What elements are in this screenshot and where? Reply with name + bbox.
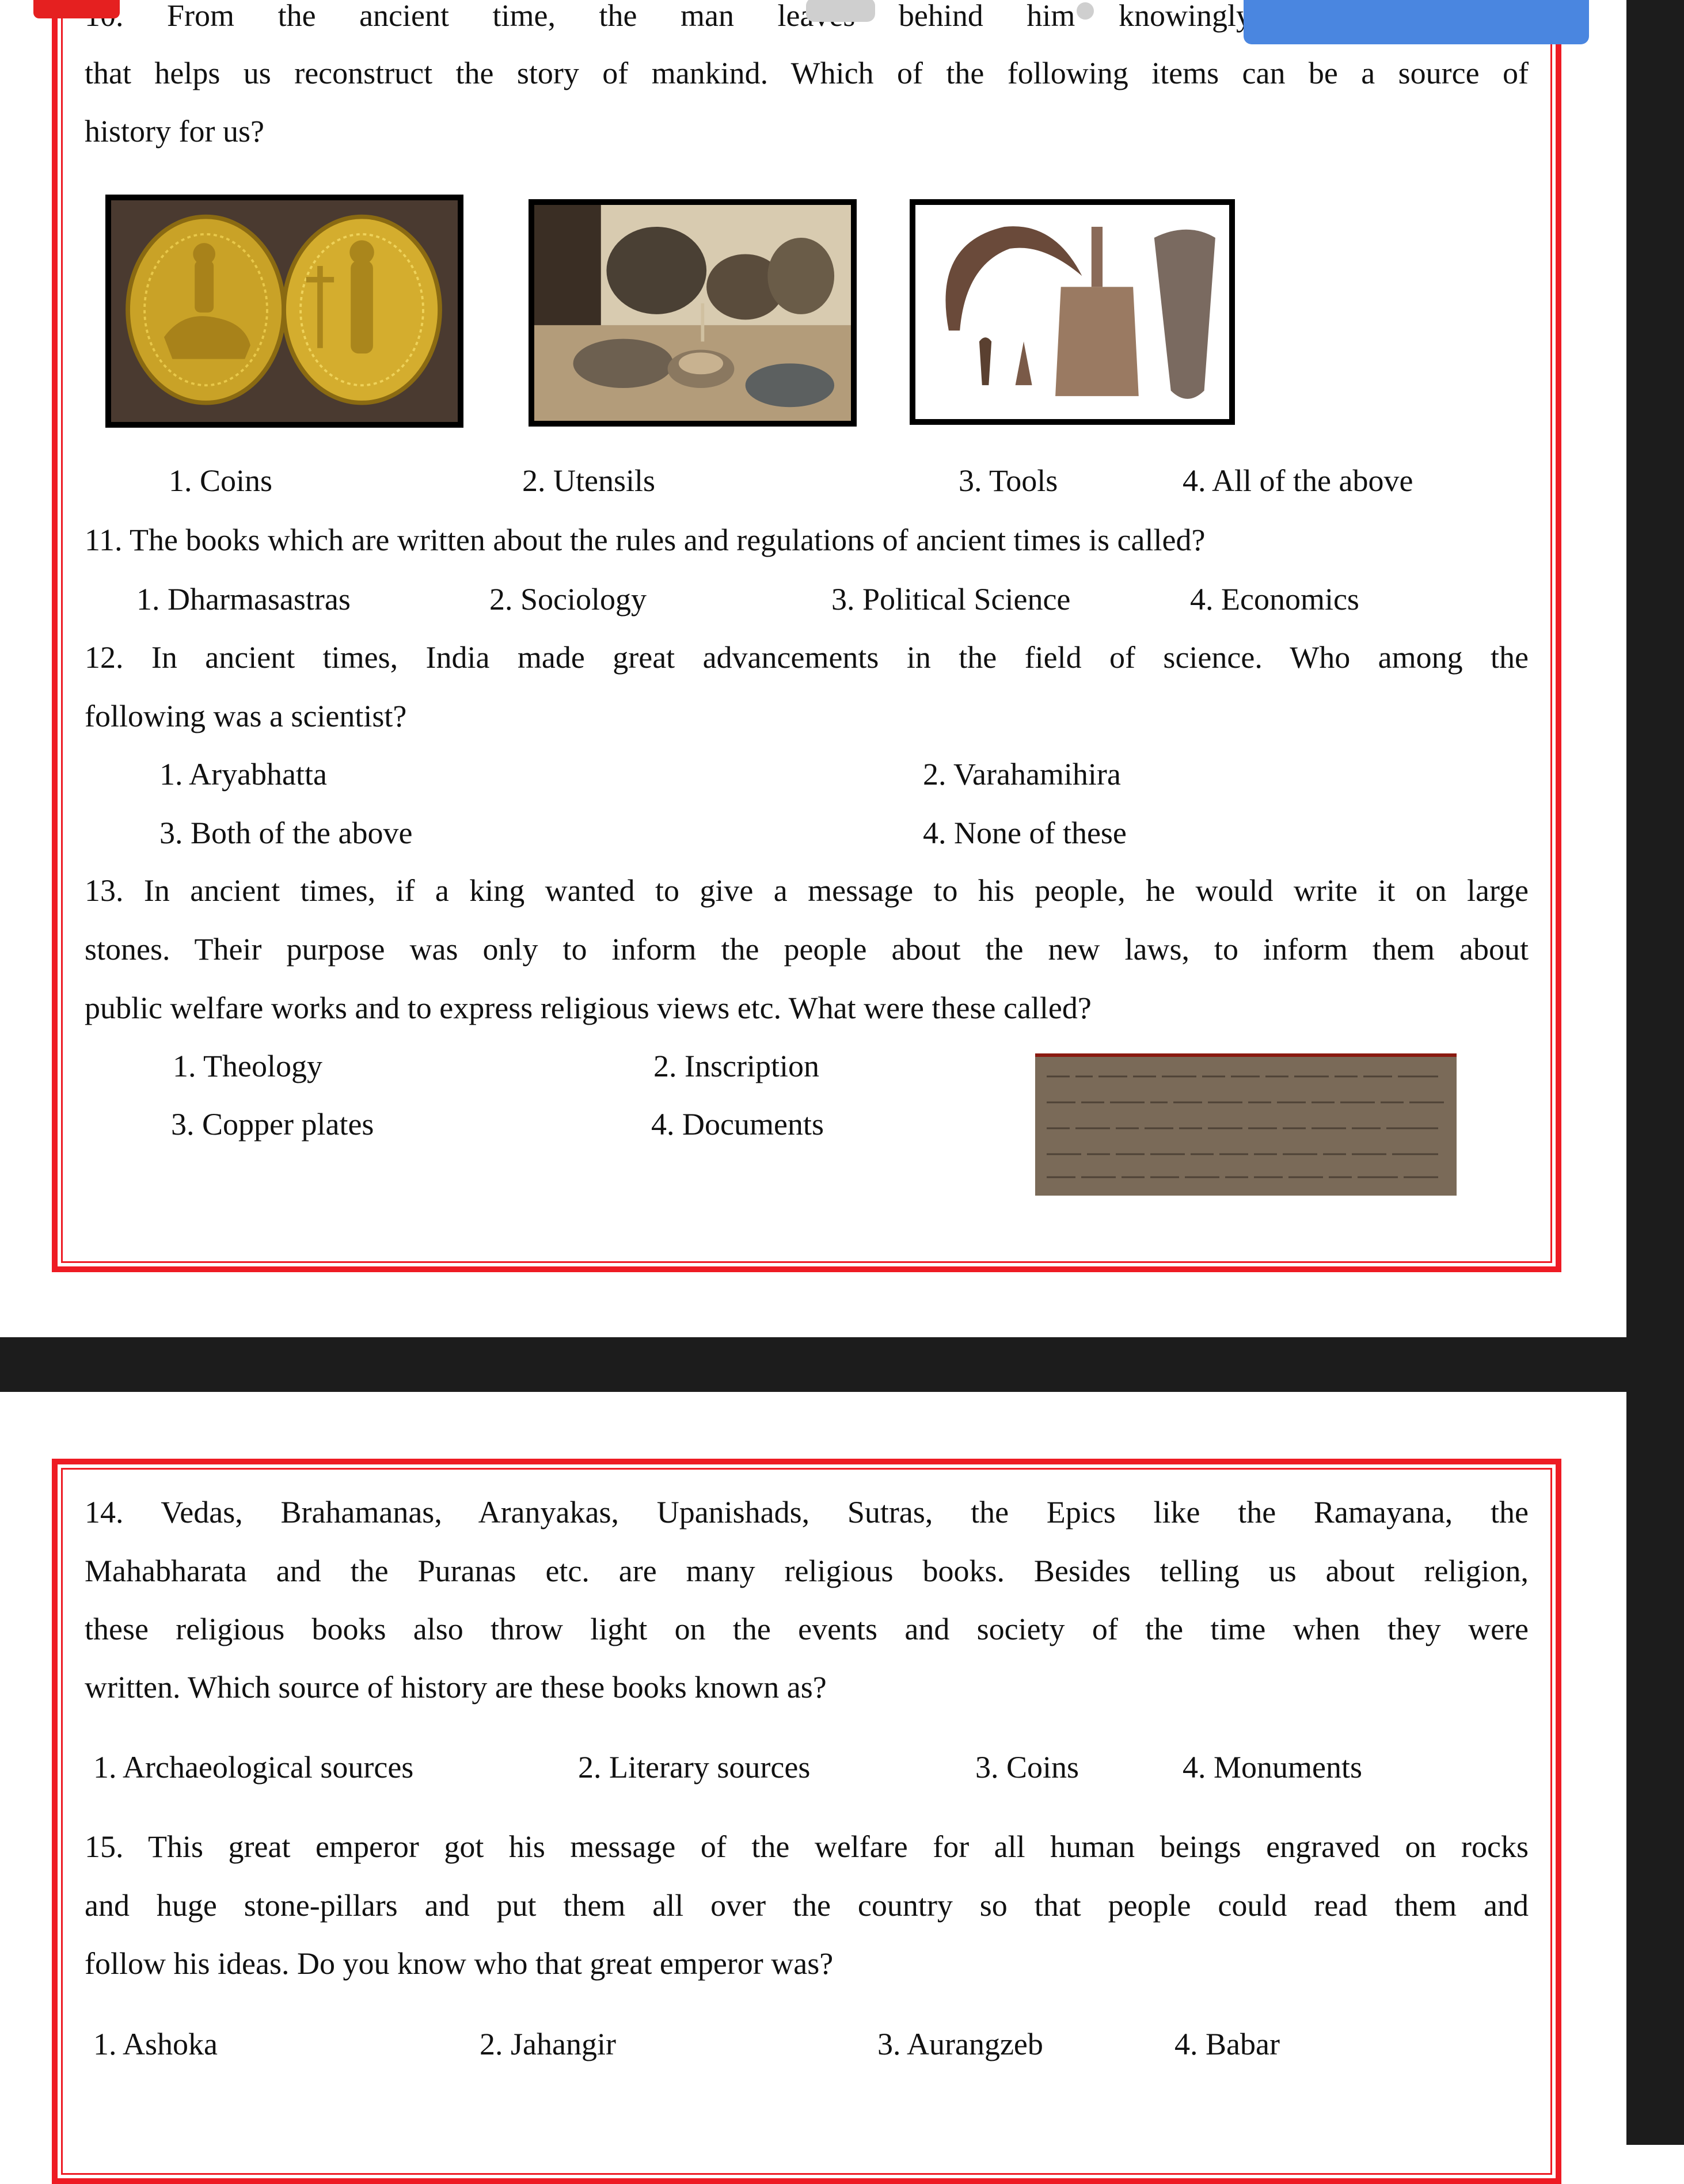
right-edge-bar [1626,0,1684,2145]
q13-line-2: stones. Their purpose was only to inform the people about the new laws, to inform them about [85,932,1529,967]
q13-option-1[interactable]: 1. Theology [173,1049,322,1083]
q14-option-4[interactable]: 4. Monuments [1183,1750,1363,1785]
q15-option-1[interactable]: 1. Ashoka [93,2027,218,2061]
q10-option-1[interactable]: 1. Coins [169,463,273,498]
inscription-stone-image [1035,1053,1457,1196]
overlay-gray-dot [1077,2,1094,20]
q14-line-4: written. Which source of history are these books known as? [85,1670,827,1704]
q15-option-3[interactable]: 3. Aurangzeb [877,2027,1043,2061]
tools-image [910,199,1235,425]
q11-option-2[interactable]: 2. Sociology [489,582,647,617]
page-divider [0,1337,1626,1392]
q13-line-3: public welfare works and to express religious views etc. What were these called? [85,991,1092,1025]
q11-option-1[interactable]: 1. Dharmasastras [136,582,351,617]
q15-line-1: 15. This great emperor got his message of the welfare for all human beings engraved on rocks [85,1829,1529,1864]
q13-option-4[interactable]: 4. Documents [651,1107,824,1142]
q10-option-4[interactable]: 4. All of the above [1183,463,1413,498]
q15-line-3: follow his ideas. Do you know who that great emperor was? [85,1946,834,1981]
q11-question: 11. The books which are written about the rules and regulations of ancient times is called? [85,523,1206,557]
q13-option-2[interactable]: 2. Inscription [653,1049,819,1083]
overlay-red-tab[interactable] [33,0,120,18]
q10-line-1: From the ancient time, the man behind him knowingly [167,0,1252,33]
q11-option-4[interactable]: 4. Economics [1190,582,1359,617]
q12-option-3[interactable]: 3. Both of the above [159,816,413,850]
q13-option-3[interactable]: 3. Copper plates [171,1107,374,1142]
q12-option-4[interactable]: 4. None of these [923,816,1127,850]
q14-line-1: 14. Vedas, Brahamanas, Aranyakas, Upanishads, Sutras, the Epics like the Ramayana, the [85,1495,1529,1529]
q12-option-2[interactable]: 2. Varahamihira [923,757,1121,792]
q10-line-2: that helps us reconstruct the story of mankind. Which of the following items can be a source of [85,56,1529,90]
q15-line-2: and huge stone-pillars and put them all over the country so that people could read them and [85,1888,1529,1923]
q12-option-1[interactable]: 1. Aryabhatta [159,757,327,792]
q14-option-3[interactable]: 3. Coins [975,1750,1079,1785]
overlay-blue-button[interactable] [1244,0,1589,44]
q13-line-1: 13. In ancient times, if a king wanted to give a message to his people, he would write it on large [85,873,1529,908]
q10-option-3[interactable]: 3. Tools [959,463,1058,498]
utensils-image [529,199,857,427]
q12-line-2: following was a scientist? [85,699,407,733]
coins-image [105,195,463,428]
q15-option-4[interactable]: 4. Babar [1174,2027,1280,2061]
q10-line-3: history for us? [85,114,264,149]
overlay-gray-pill [806,0,875,22]
q15-option-2[interactable]: 2. Jahangir [480,2027,616,2061]
q11-option-3[interactable]: 3. Political Science [831,582,1071,617]
q14-option-1[interactable]: 1. Archaeological sources [93,1750,414,1785]
q14-line-2: Mahabharata and the Puranas etc. are many religious books. Besides telling us about religion, [85,1554,1529,1588]
q12-line-1: 12. In ancient times, India made great advancements in the field of science. Who among the [85,640,1529,675]
q14-option-2[interactable]: 2. Literary sources [578,1750,811,1785]
q10-option-2[interactable]: 2. Utensils [522,463,656,498]
q14-line-3: these religious books also throw light on the events and society of the time when they were [85,1612,1529,1646]
